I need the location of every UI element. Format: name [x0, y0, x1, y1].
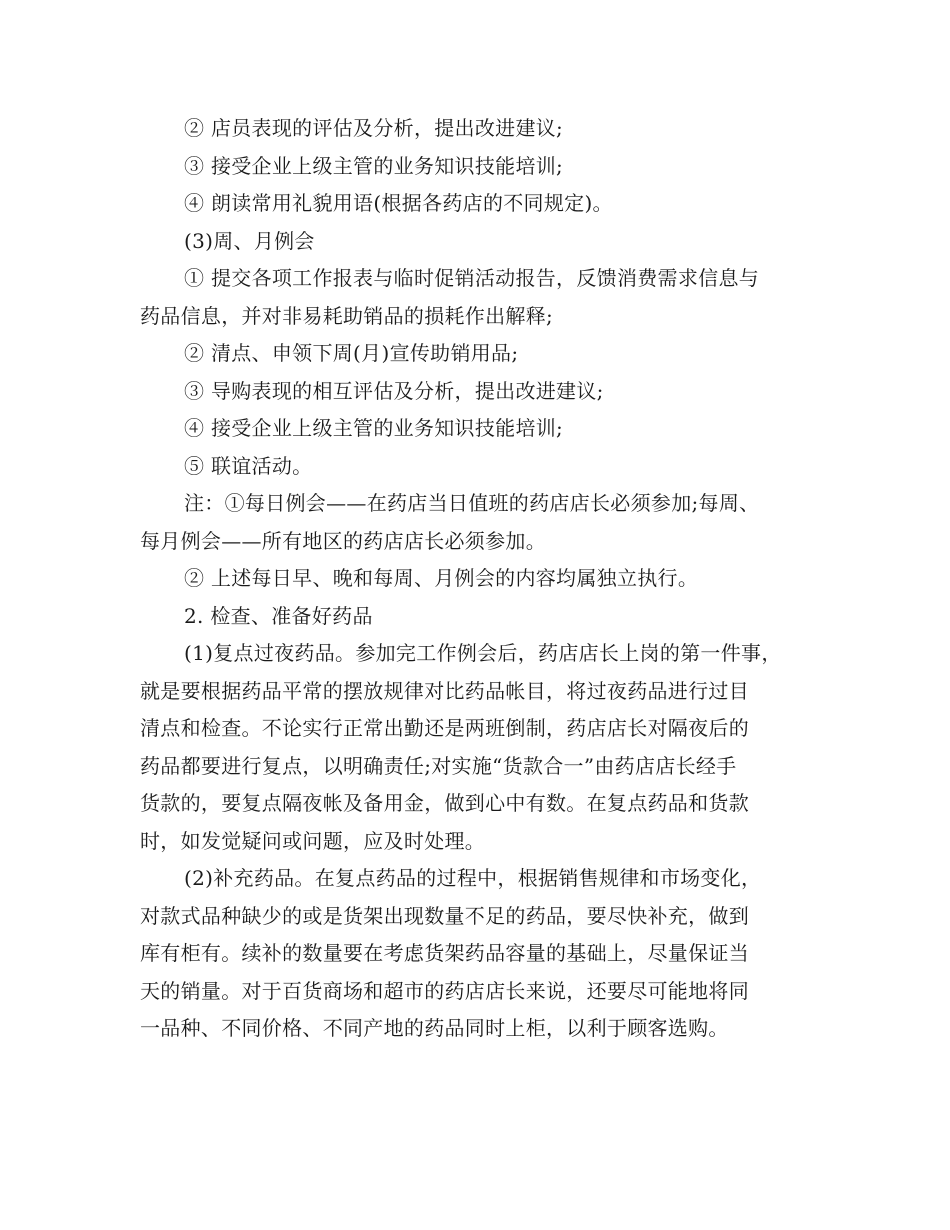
text-line: 药品都要进行复点，以明确责任;对实施“货款合一”由药店店长经手	[140, 753, 737, 778]
text-line: ④ 朗读常用礼貌用语(根据各药店的不同规定)。	[184, 191, 613, 215]
text-line: 每月例会——所有地区的药店店长必须参加。	[140, 528, 546, 553]
text-line: ③ 接受企业上级主管的业务知识技能培训;	[184, 153, 564, 178]
text-line: 时，如发觉疑问或问题，应及时处理。	[140, 828, 486, 853]
text-line: 注：①每日例会——在药店当日值班的药店店长必须参加;每周、	[184, 491, 760, 515]
text-line: ③ 导购表现的相互评估及分析，提出改进建议;	[184, 378, 604, 403]
document-body	[140, 110, 820, 1048]
text-line: 库有柜有。续补的数量要在考虑货架药品容量的基础上，尽量保证当	[140, 941, 749, 965]
text-line: 一品种、不同价格、不同产地的药品同时上柜，以利于顾客选购。	[140, 1016, 729, 1040]
text-line: 天的销量。对于百货商场和超市的药店店长来说，还要尽可能地将同	[140, 978, 749, 1003]
text-line: ⑤ 联谊活动。	[184, 453, 313, 478]
text-line: (3)周、月例会	[184, 228, 315, 253]
text-line: 对款式品种缺少的或是货架出现数量不足的药品，要尽快补充，做到	[140, 903, 749, 928]
text-line: (1)复点过夜药品。参加完工作例会后，药店店长上岗的第一件事，	[184, 641, 782, 665]
text-line: ④ 接受企业上级主管的业务知识技能培训;	[184, 416, 564, 440]
text-line: ① 提交各项工作报表与临时促销活动报告，反馈消费需求信息与	[184, 266, 760, 290]
text-line: ② 上述每日早、晚和每周、月例会的内容均属独立执行。	[184, 566, 699, 590]
text-line: ② 清点、申领下周(月)宣传助销用品;	[184, 341, 519, 365]
text-line: 货款的，要复点隔夜帐及备用金，做到心中有数。在复点药品和货款	[140, 791, 749, 815]
text-line: 就是要根据药品平常的摆放规律对比药品帐目，将过夜药品进行过目	[140, 678, 749, 703]
text-line: 2. 检查、准备好药品	[184, 603, 373, 628]
text-line: (2)补充药品。在复点药品的过程中，根据销售规律和市场变化，	[184, 866, 762, 890]
text-line: ② 店员表现的评估及分析，提出改进建议;	[184, 116, 564, 140]
text-line: 清点和检查。不论实行正常出勤还是两班倒制，药店店长对隔夜后的	[140, 716, 749, 740]
text-line: 药品信息，并对非易耗助销品的损耗作出解释;	[140, 303, 554, 328]
